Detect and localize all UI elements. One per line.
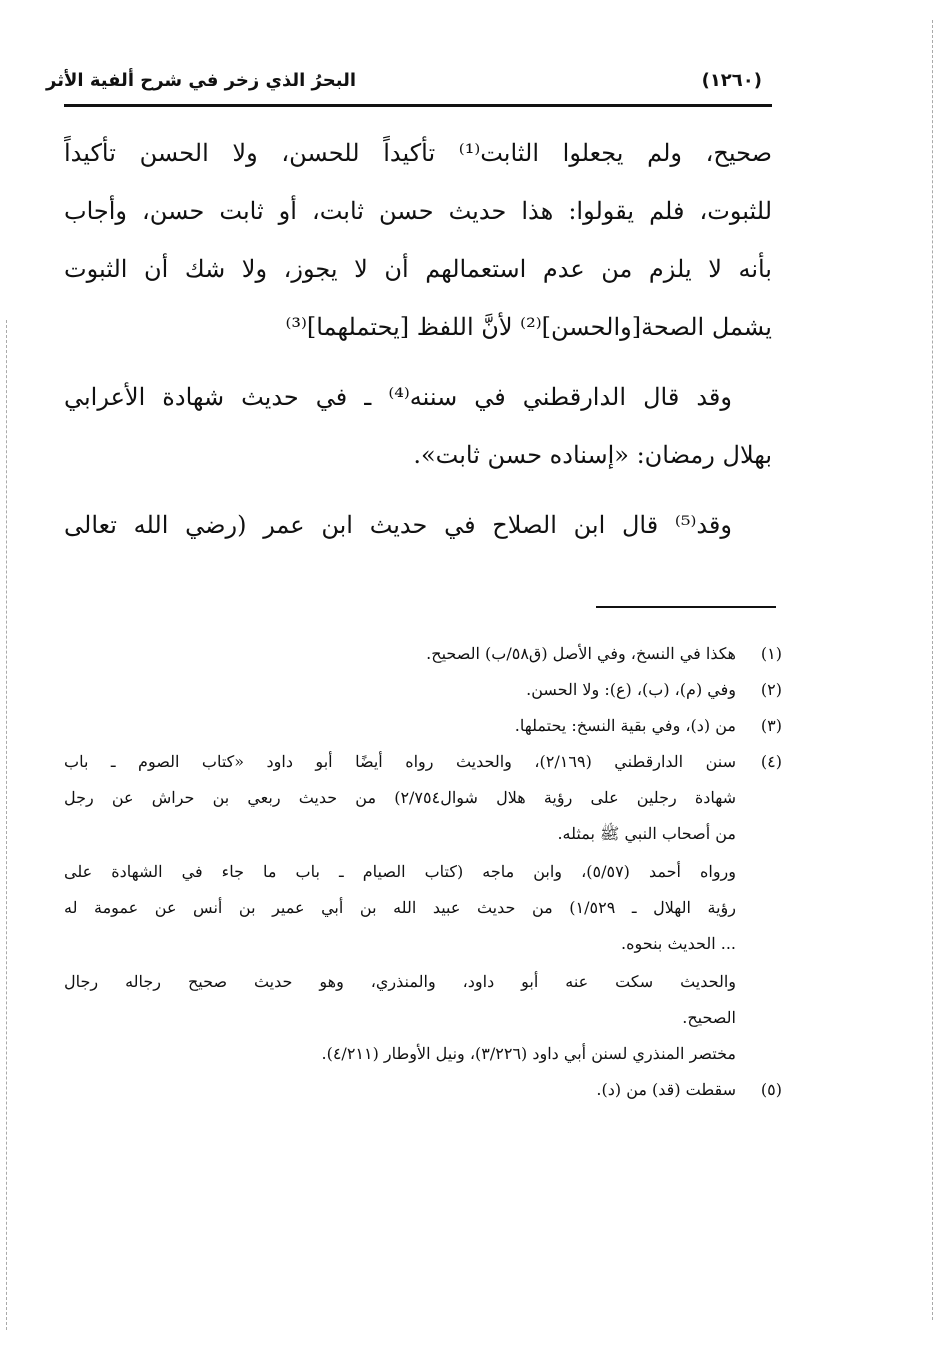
footnote-line: هكذا في النسخ، وفي الأصل (ق٥٨/ب) الصحيح. [426,644,736,663]
running-header [46,66,772,100]
footnote-line: وفي (م)، (ب)، (ع): ولا الحسن. [526,680,736,699]
footnote-number: (٤) [760,752,782,771]
footnote-line: والحديث سكت عنه أبو داود، والمنذري، وهو حديث صحيح رجاله رجال [64,972,736,991]
text-line: صحيح، ولم يجعلوا الثابت⁽¹⁾ تأكيداً للحسن، ولا الحسن تأكيداً [64,139,772,167]
footnote-line: ورواه أحمد (٥/٥٧)، وابن ماجه (كتاب الصيام ـ باب ما جاء في الشهادة على [64,862,736,881]
footnote-line: من أصحاب النبي ﷺ بمثله. [557,824,736,843]
footnotes [64,636,782,1108]
text-line: وقد قال الدارقطني في سننه⁽⁴⁾ ـ في حديث شهادة الأعرابي [64,383,732,411]
footnote-line: شهادة رجلين على رؤية هلال شوال٢/٧٥٤) من حديث ربعي بن حراش عن رجل [64,788,736,807]
footnote-number: (٥) [760,1080,782,1099]
footnote-2 [64,672,782,708]
footnote-line: ... الحديث بنحوه. [621,934,736,953]
text-line: بهلال رمضان: «إسناده حسن ثابت». [413,441,772,469]
footnote-3 [64,708,782,744]
footnote-4 [64,744,782,1072]
scan-edge-left [6,320,7,1330]
footnote-line: سقطت (قد) من (د). [596,1080,736,1099]
footnote-number: (١) [760,644,782,663]
footnote-line: الصحيح. [682,1008,736,1027]
footnote-line: من (د)، وفي بقية النسخ: يحتملها. [514,716,736,735]
scan-edge-right [932,20,933,1320]
text-line: يشمل الصحة[والحسن]⁽²⁾ لأنَّ اللفظ [يحتملهما]⁽³⁾ [285,313,772,341]
footnote-separator [596,606,776,608]
footnote-number: (٢) [760,680,782,699]
footnote-line: سنن الدارقطني (٢/١٦٩)، والحديث رواه أيضًا أبو داود «كتاب الصوم ـ باب [64,752,736,771]
text-line: للثبوت، فلم يقولوا: هذا حديث حسن ثابت، أو ثابت حسن، وأجاب [64,197,772,225]
footnote-line: رؤية الهلال ـ ١/٥٢٩) من حديث عبيد الله بن أبي عمير بن أنس عن عمومة له [64,898,736,917]
header-rule [64,104,772,107]
footnote-5 [64,1072,782,1108]
main-text [64,124,772,554]
text-line: وقد⁽⁵⁾ قال ابن الصلاح في حديث ابن عمر (رضي الله تعالى [64,511,732,539]
footnote-1 [64,636,782,672]
text-line: بأنه لا يلزم من عدم استعمالهم أن لا يجوز، ولا شك أن الثبوت [64,255,772,283]
book-title: البحرُ الذي زخر في شرح ألفية الأثر [46,70,356,91]
footnote-line: مختصر المنذري لسنن أبي داود (٣/٢٢٦)، ونيل الأوطار (٤/٢١١). [321,1044,736,1063]
page-number: (١٢٦٠) [701,70,762,91]
footnote-number: (٣) [760,716,782,735]
